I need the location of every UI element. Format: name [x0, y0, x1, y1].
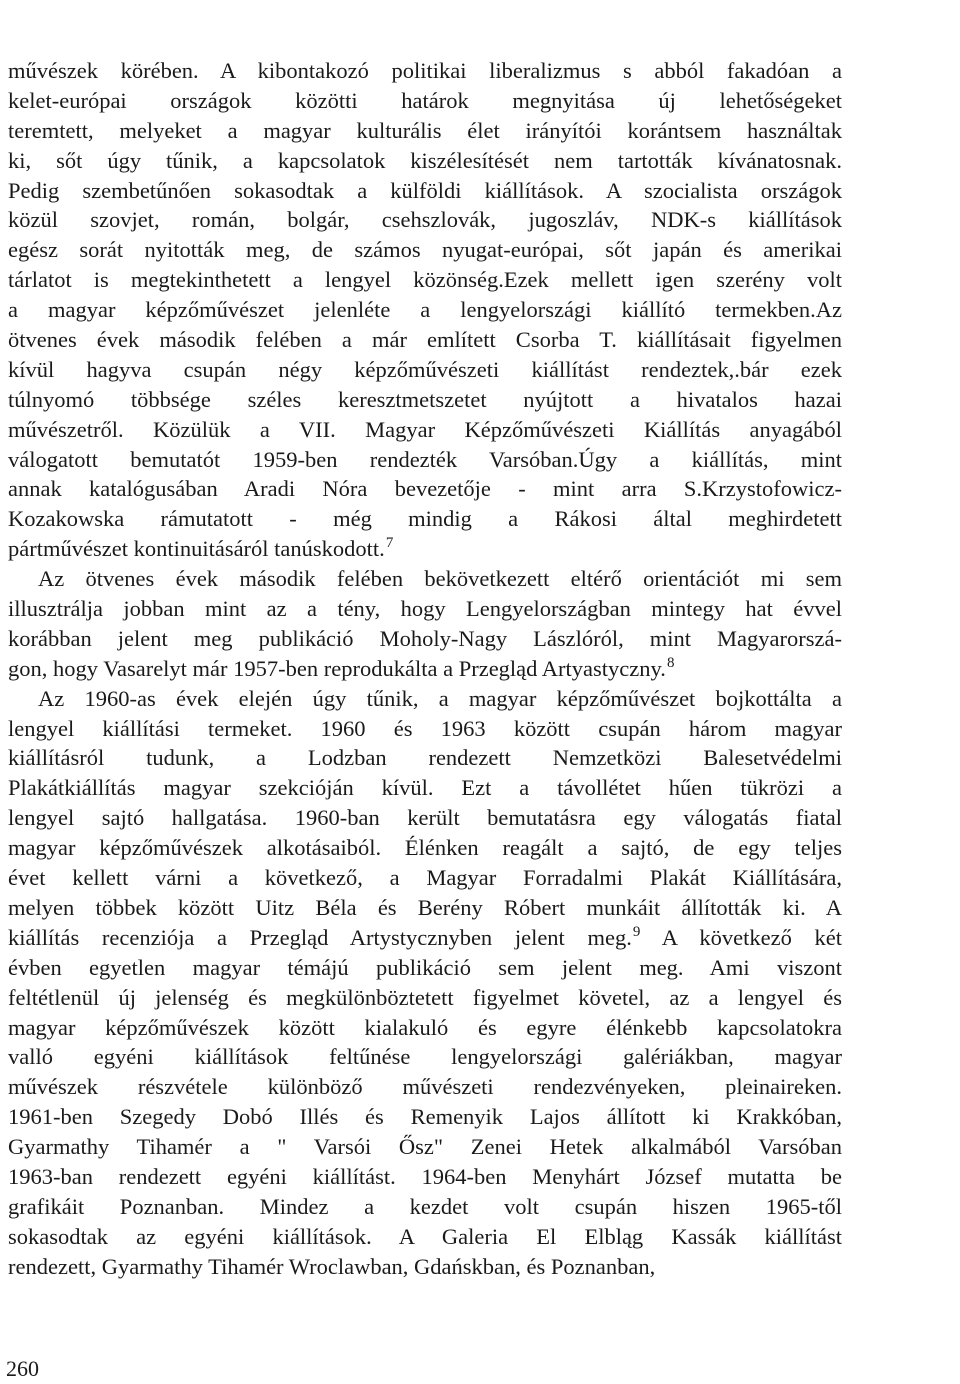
text-line — [8, 684, 842, 714]
line-text: Az ötvenes évek második felében bekövetkezett eltérő orientációt mi sem — [38, 566, 842, 592]
line-text: teremtett, melyeket a magyar kulturális élet irányítói korántsem használtak — [8, 117, 842, 143]
line-text: kiállításról tudunk, a Lodzban rendezett Nemzetközi Balesetvédelmi — [8, 745, 842, 771]
line-text: magyar képzőművészek alkotásaiból. Élénken reagált a sajtó, de egy teljes — [8, 835, 842, 861]
text-line — [8, 743, 842, 773]
line-text: pártművészet kontinuitásáról tanúskodott. — [8, 536, 385, 562]
line-text: feltétlenül új jelenség és megkülönböztetett figyelmet követel, az a lengyel és — [8, 984, 842, 1010]
line-text: ötvenes évek második felében a már említett Csorba T. kiállításait figyelmen — [8, 327, 842, 353]
line-text: sokasodtak az egyéni kiállítások. A Galeria El Elbląg Kassák kiállítást — [8, 1223, 842, 1249]
text-line — [8, 504, 842, 534]
line-text: közül szovjet, román, bolgár, csehszlovák, jugoszláv, NDK-s kiállítások — [8, 207, 842, 233]
text-line — [8, 594, 842, 624]
text-line — [8, 714, 842, 744]
text-line — [8, 385, 842, 415]
footnote-marker: 7 — [385, 535, 394, 552]
footnote-marker: 8 — [666, 654, 675, 671]
text-line — [8, 983, 842, 1013]
text-line — [8, 1252, 842, 1282]
line-text: évet kellett várni a következő, a Magyar Forradalmi Plakát Kiállítására, — [8, 865, 842, 891]
line-text: annak katalógusában Aradi Nóra bevezetője - mint arra S.Krzystofowicz- — [8, 476, 842, 502]
line-text: gon, hogy Vasarelyt már 1957-ben reprodukálta a Przegląd Artyastyczny. — [8, 655, 666, 681]
text-line — [8, 564, 842, 594]
line-text: Pedig szembetűnően sokasodtak a külföldi kiállítások. A szocialista országok — [8, 177, 842, 203]
text-line — [8, 295, 842, 325]
line-text: Plakátkiállítás magyar szekcióján kívül. Ezt a távollétet hűen tükrözi a — [8, 775, 842, 801]
line-text: 1963-ban rendezett egyéni kiállítást. 1964-ben Menyhárt József mutatta be — [8, 1163, 842, 1189]
line-text: művészetről. Közülük a VII. Magyar Képzőművészeti Kiállítás anyagából — [8, 416, 842, 442]
text-line — [8, 1102, 842, 1132]
line-text: évben egyetlen magyar témájú publikáció sem jelent meg. Ami viszont — [8, 954, 842, 980]
line-text: művészek részvétele különböző művészeti rendezvényeken, pleinaireken. — [8, 1074, 842, 1100]
text-line — [8, 534, 842, 564]
text-line — [8, 86, 842, 116]
line-text: válogatott bemutatót 1959-ben rendezték Varsóban.Úgy a kiállítás, mint — [8, 446, 842, 472]
text-line — [8, 953, 842, 983]
line-text: kelet-európai országok közötti határok megnyitása új lehetőségeket — [8, 87, 842, 113]
text-line — [8, 1042, 842, 1072]
line-text: művészek körében. A kibontakozó politikai liberalizmus s abból fakadóan a — [8, 58, 842, 83]
text-line — [8, 1072, 842, 1102]
text-line — [8, 923, 842, 953]
text-column — [8, 56, 842, 1282]
text-line — [8, 325, 842, 355]
text-line — [8, 773, 842, 803]
text-line — [8, 265, 842, 295]
line-text: lengyel sajtó hallgatása. 1960-ban került bemutatásra egy válogatás fiatal — [8, 805, 842, 831]
text-line — [8, 355, 842, 385]
text-line — [8, 654, 842, 684]
line-text: illusztrálja jobban mint az a tény, hogy Lengyelországban mintegy hat évvel — [8, 596, 842, 622]
line-text: kiállítás recenziója a Przegląd Artystycznyben jelent meg. — [8, 924, 632, 950]
document-body — [8, 56, 842, 1282]
line-text: ki, sőt úgy tűnik, a kapcsolatok kiszélesítését nem tartották kívánatosnak. — [8, 147, 842, 173]
line-text: kívül hagyva csupán négy képzőművészeti kiállítást rendeztek,.bár ezek — [8, 356, 842, 382]
text-line — [8, 415, 842, 445]
text-line — [8, 235, 842, 265]
text-line — [8, 863, 842, 893]
line-text: rendezett, Gyarmathy Tihamér Wroclawban, Gdańskban, és Poznanban, — [8, 1253, 656, 1279]
line-text: magyar képzőművészek között kialakuló és egyre élénkebb kapcsolatokra — [8, 1014, 842, 1040]
line-text: egész sorát nyitották meg, de számos nyugat-európai, sőt japán és amerikai — [8, 237, 842, 263]
text-line — [8, 803, 842, 833]
text-line — [8, 205, 842, 235]
line-text: Gyarmathy Tihamér a " Varsói Ősz" Zenei Hetek alkalmából Varsóban — [8, 1134, 842, 1160]
text-line — [8, 624, 842, 654]
text-line — [8, 116, 842, 146]
text-line — [8, 146, 842, 176]
line-text: grafikáit Poznanban. Mindez a kezdet volt csupán hiszen 1965-től — [8, 1193, 842, 1219]
text-line — [8, 1222, 842, 1252]
line-text: korábban jelent meg publikáció Moholy-Nagy Lászlóról, mint Magyarorszá- — [8, 625, 842, 651]
line-text: tárlatot is megtekinthetett a lengyel közönség.Ezek mellett igen szerény volt — [8, 267, 842, 293]
line-text: melyen többek között Uitz Béla és Berény Róbert munkáit állították ki. A — [8, 894, 842, 920]
line-text: Kozakowska rámutatott - még mindig a Rákosi által meghirdetett — [8, 506, 842, 532]
text-line — [8, 474, 842, 504]
text-line — [8, 1132, 842, 1162]
text-line — [8, 833, 842, 863]
line-text: Az 1960-as évek elején úgy tűnik, a magyar képzőművészet bojkottálta a — [38, 685, 842, 711]
line-text: 1961-ben Szegedy Dobó Illés és Remenyik Lajos állított ki Krakkóban, — [8, 1104, 842, 1130]
text-line — [8, 445, 842, 475]
text-line — [8, 893, 842, 923]
footnote-marker: 9 — [632, 923, 641, 940]
page-number: 260 — [6, 1356, 39, 1381]
text-line — [8, 1013, 842, 1043]
text-line — [8, 1192, 842, 1222]
text-line — [8, 176, 842, 206]
line-text-continued: A következő két — [640, 924, 842, 950]
line-text: a magyar képzőművészet jelenléte a lengyelországi kiállító termekben.Az — [8, 297, 842, 323]
line-text: valló egyéni kiállítások feltűnése lengyelországi galériákban, magyar — [8, 1044, 842, 1070]
text-line — [8, 56, 842, 86]
text-line — [8, 1162, 842, 1192]
line-text: lengyel kiállítási termeket. 1960 és 1963 között csupán három magyar — [8, 715, 842, 741]
line-text: túlnyomó többsége széles keresztmetszetet nyújtott a hivatalos hazai — [8, 386, 842, 412]
